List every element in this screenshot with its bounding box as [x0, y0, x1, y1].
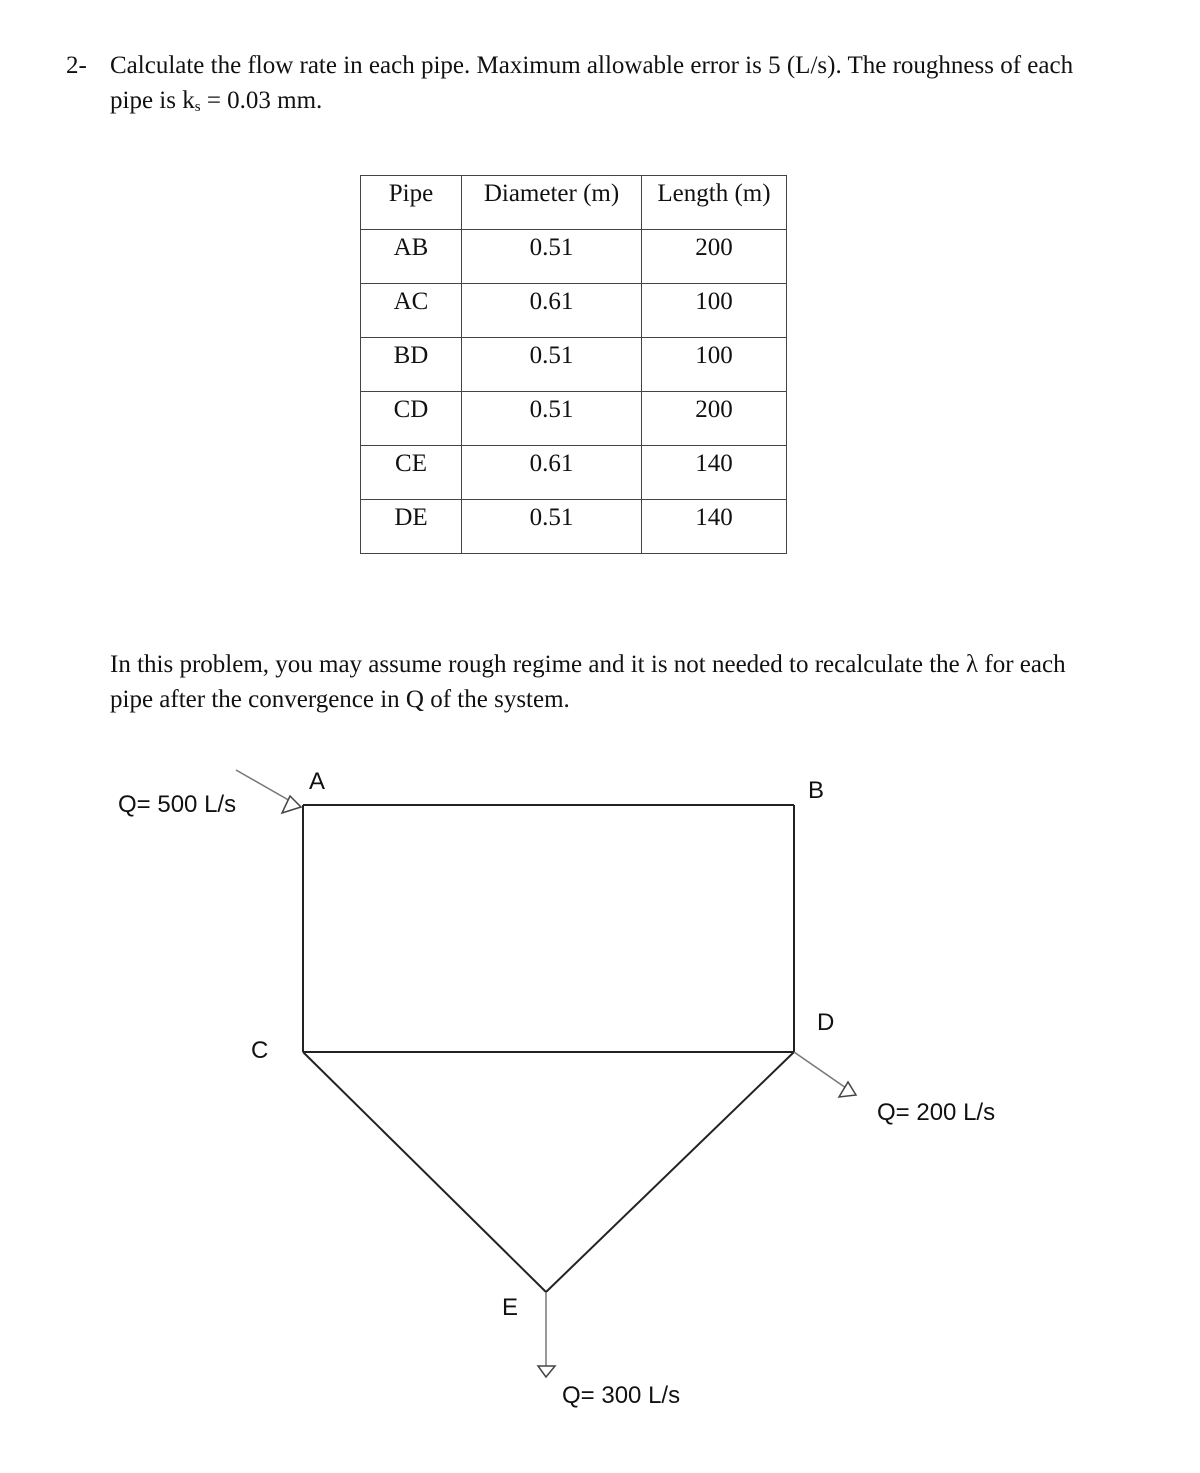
node-label-a: A [309, 768, 326, 795]
header-diameter: Diameter (m) [462, 176, 642, 230]
cell-diameter: 0.61 [462, 284, 642, 338]
pipe-de [546, 1052, 794, 1292]
header-pipe: Pipe [361, 176, 462, 230]
cell-diameter: 0.51 [462, 392, 642, 446]
cell-length: 200 [642, 230, 787, 284]
problem-line-2-suffix: = 0.03 mm. [200, 87, 323, 114]
inflow-arrow-a [236, 770, 292, 802]
cell-length: 100 [642, 284, 787, 338]
header-length: Length (m) [642, 176, 787, 230]
cell-pipe: AB [361, 230, 462, 284]
note-line-2: pipe after the convergence in Q of the system. [110, 686, 570, 713]
node-label-b: B [808, 777, 825, 804]
cell-diameter: 0.51 [462, 500, 642, 554]
cell-pipe: BD [361, 338, 462, 392]
inflow-label-a: Q= 500 L/s [118, 791, 237, 818]
problem-line-2-prefix: pipe is k [110, 87, 195, 114]
cell-length: 200 [642, 392, 787, 446]
outflow-label-d: Q= 200 L/s [877, 1099, 996, 1126]
cell-pipe: DE [361, 500, 462, 554]
problem-number: 2- [66, 52, 87, 79]
node-label-c: C [251, 1037, 269, 1064]
node-label-e: E [502, 1294, 519, 1321]
cell-length: 140 [642, 446, 787, 500]
cell-diameter: 0.51 [462, 230, 642, 284]
outflow-arrowhead-e [538, 1366, 555, 1377]
cell-pipe: AC [361, 284, 462, 338]
cell-diameter: 0.51 [462, 338, 642, 392]
outflow-label-e: Q= 300 L/s [562, 1382, 681, 1409]
cell-pipe: CE [361, 446, 462, 500]
cell-diameter: 0.61 [462, 446, 642, 500]
cell-length: 100 [642, 338, 787, 392]
outflow-arrow-d [794, 1052, 846, 1088]
node-label-d: D [817, 1009, 835, 1036]
problem-line-1: Calculate the flow rate in each pipe. Maximum allowable error is 5 (L/s). The roughness of each [110, 52, 1074, 79]
cell-length: 140 [642, 500, 787, 554]
pipe-ce [303, 1052, 546, 1292]
cell-pipe: CD [361, 392, 462, 446]
roughness-subscript: s [194, 99, 201, 115]
note-line-1: In this problem, you may assume rough regime and it is not needed to recalculate the λ for each [110, 651, 1066, 678]
